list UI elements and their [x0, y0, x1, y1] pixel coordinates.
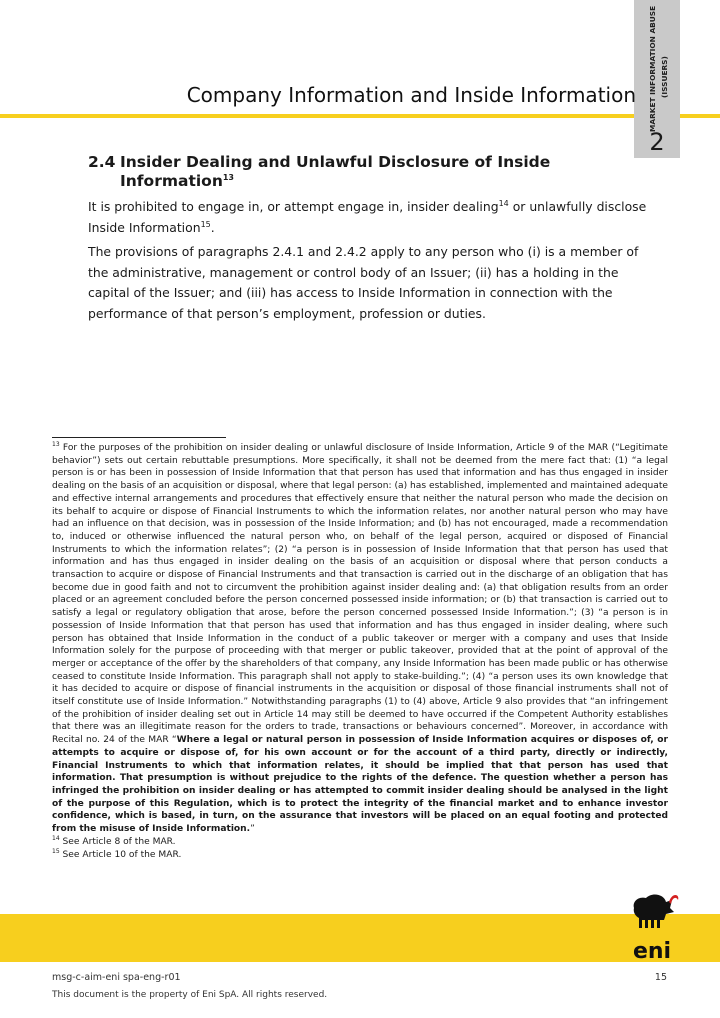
copyright-notice: This document is the property of Eni SpA. All rights reserved. — [52, 990, 328, 1000]
six-legged-dog-icon — [634, 895, 679, 928]
footnote-15 — [52, 849, 668, 862]
page-title: Company Information and Inside Information — [186, 83, 636, 107]
footnote-15-number: 15 — [52, 847, 60, 855]
page-number: 15 — [654, 972, 667, 983]
footnote-13-bold-quote: Where a legal or natural person in possession of Inside Information acquires or disposes of, or attempts to acquire or dispose of, for his own account or for the account of a third party, directly or indirectly, Financial Instruments to which that information relates, it should be implied that that person has used that information. That presumption is without prejudice to the rights of the defence. The question whether a person has infringed the prohibition on insider dealing or has attempted to commit insider dealing should be analysed in the light of the purpose of this Regulation, which is to protect the integrity of the financial market and to enhance investor confidence, which is based, in turn, on the assurance that investors will be placed on an equal footing and protected from the misuse of Inside Information. — [52, 735, 668, 835]
side-tab-label-line1: MARKET INFORMATION ABUSE — [648, 6, 657, 132]
footnote-14-number: 14 — [52, 834, 60, 842]
side-tab-label — [641, 6, 675, 134]
section-title-line2-text: Information — [120, 172, 223, 190]
footer-band — [0, 914, 720, 962]
footnote-13-end: ” — [250, 824, 255, 835]
footnote-14 — [52, 836, 668, 849]
header-rule-right — [680, 114, 720, 118]
section-number: 2.4 — [88, 153, 116, 171]
body-paragraph-1 — [88, 197, 660, 238]
p1-text-a: It is prohibited to engage in, or attempt engage in, insider dealing — [88, 199, 499, 214]
section-title-line2 — [120, 172, 608, 191]
footnote-15-text: See Article 10 of the MAR. — [59, 849, 182, 860]
footnote-separator — [52, 437, 226, 438]
footnote-ref-15[interactable]: 15 — [200, 219, 211, 229]
section-title-line1: Insider Dealing and Unlawful Disclosure of Inside — [120, 153, 551, 171]
header-rule — [0, 114, 634, 118]
footnote-14-text: See Article 8 of the MAR. — [59, 836, 176, 847]
body-paragraph-2: The provisions of paragraphs 2.4.1 and 2.4.2 apply to any person who (i) is a member of the administrative, management or control body of an Issuer; (ii) has a holding in the capital of the Issuer; and (iii) has access to Inside Information in connection with the performance of that person’s employment, profession or duties. — [88, 244, 639, 321]
footnotes — [52, 442, 668, 861]
footnote-13-number: 13 — [52, 440, 60, 448]
side-tab-label-line2: (ISSUERS) — [660, 56, 669, 98]
footnote-13-text: For the purposes of the prohibition on insider dealing or unlawful disclosure of Inside Information, Article 9 of the MAR (“Legitimate behavior”) sets out certain rebuttable presumptions. More specifically, it shall not be deemed from the mere fact that: (1) “a legal person is or has been in possession of Inside Information that that person has used that information and has thus engaged in insider dealing on the basis of an acquisition or disposal, where that legal person: (a) has established, implemented and maintained adequate and effective internal arrangements and procedures that effectively ensure that neither the natural person who made the decision on its behalf to acquire or dispose of Financial Instruments to which the information relates, nor another natural person who may have had an influence on that decision, was in possession of the Inside Information; and (b) has not encouraged, made a recommendation to, induced or otherwise influenced the natural person who, on behalf of the legal person, acquired or disposed of Financial Instruments to which the information relates”; (2) “a person is in possession of Inside Information that that person has used that information and has thus engaged in insider dealing on the basis of an acquisition or disposal where that person conducts a transaction to acquire or dispose of Financial Instruments and that transaction is carried out in the discharge of an obligation that has become due in good faith and not to circumvent the prohibition against insider dealing and: (a) that obligation results from an order placed or an agreement concluded before the person concerned possessed inside information; or (b) that transaction is carried out to satisfy a legal or regulatory obligation that arose, before the person concerned possessed Inside Information.”; (3) “a person is in possession of Inside Information that that person has used that information and has thus engaged in insider dealing, where such person has obtained that Inside Information in the conduct of a public takeover or merger with a company and uses that Inside Information solely for the purpose of proceeding with that merger or public takeover, provided that at the point of approval of the merger or acceptance of the offer by the shareholders of that company, any Inside Information has been made public or has otherwise ceased to constitute Inside Information. This paragraph shall not apply to stake-building.”; (4) “a person uses its own knowledge that it has decided to acquire or dispose of financial instruments in the acquisition or disposal of those financial instruments shall not of itself constitute use of Inside Information.” Notwithstanding paragraphs (1) to (4) above, Article 9 also provides that “an infringement of the prohibition of insider dealing set out in Article 14 may still be deemed to have occurred if the Competent Authority establishes that there was an illegitimate reason for the orders to trade, transactions or behaviours concerned”. Moreover, in accordance with Recital no. 24 of the MAR “ — [52, 443, 668, 746]
footnote-13 — [52, 442, 668, 836]
footnote-ref-13[interactable]: 13 — [222, 172, 234, 182]
footnote-ref-14[interactable]: 14 — [498, 198, 509, 208]
chapter-number: 2 — [649, 128, 665, 156]
section-heading — [88, 153, 608, 191]
p1-text-c: . — [210, 219, 215, 235]
eni-logo — [622, 886, 682, 966]
document-code: msg-c-aim-eni spa-eng-r01 — [52, 972, 181, 983]
p1-text-b: or unlawfully disclose Inside Information — [88, 199, 647, 235]
logo-text: eni — [632, 939, 672, 964]
